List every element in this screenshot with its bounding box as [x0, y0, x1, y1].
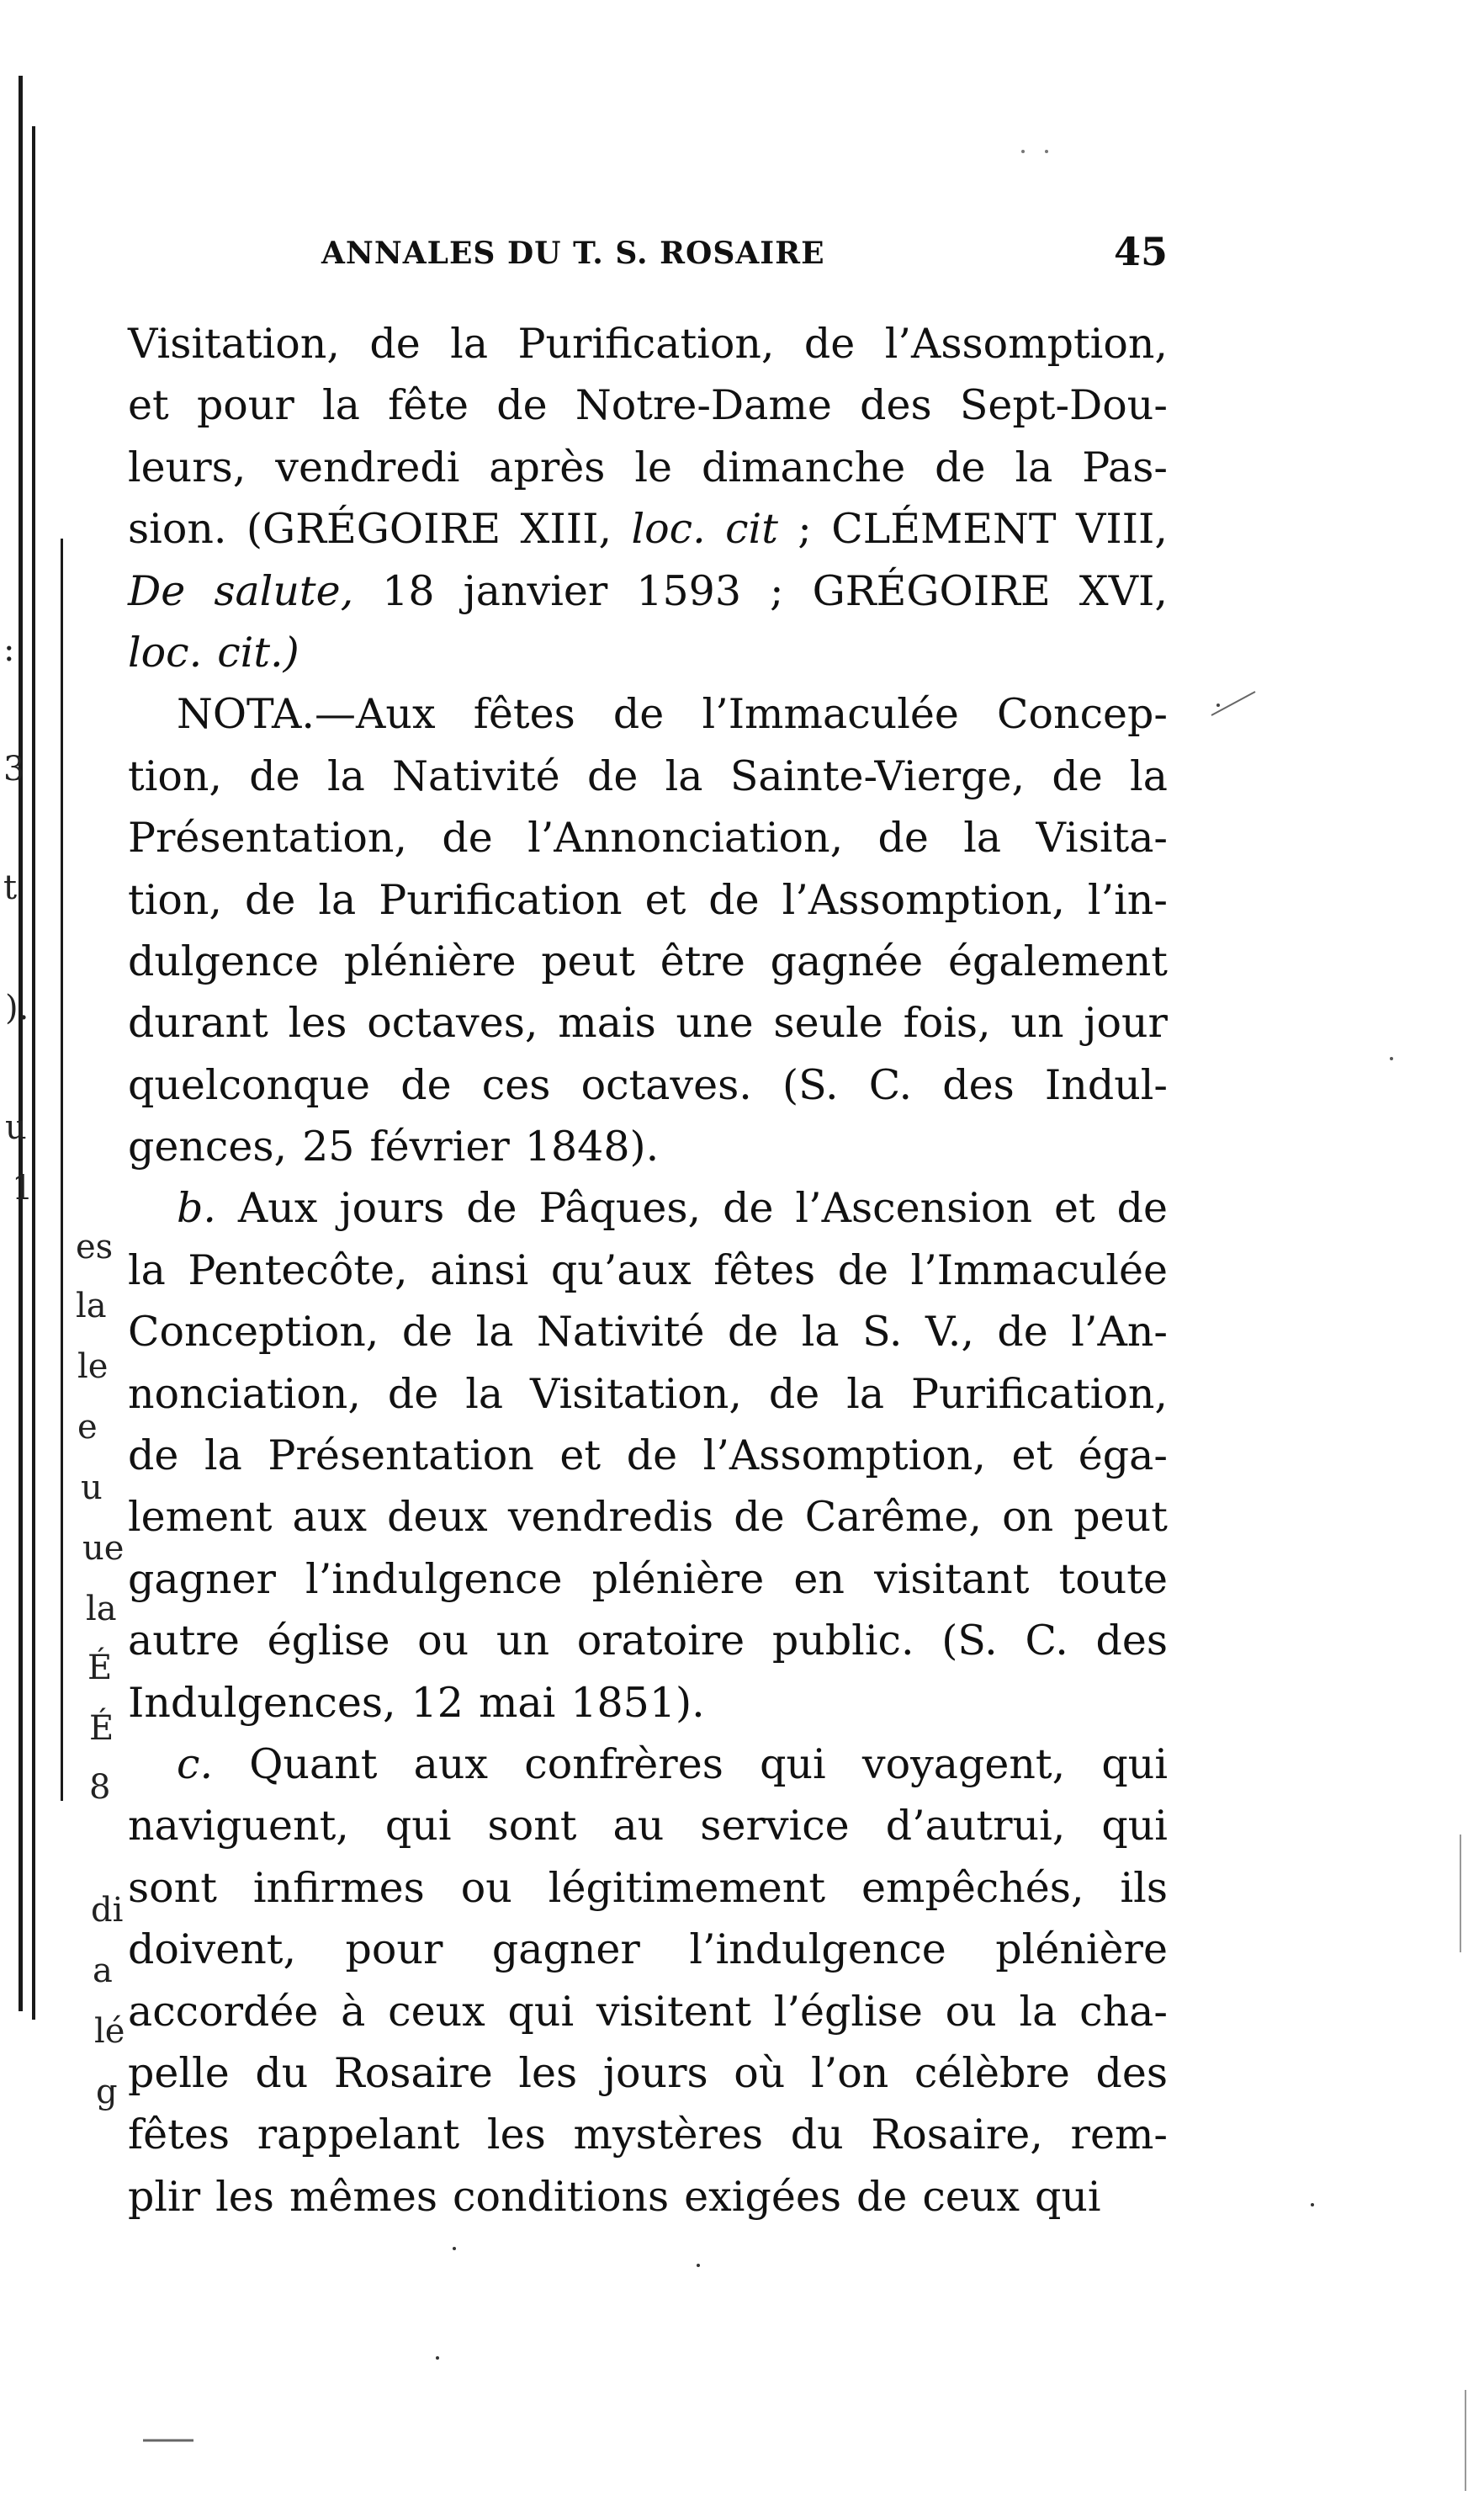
- word: la: [204, 1431, 242, 1480]
- word: la: [1019, 1987, 1057, 2036]
- word: jour: [1084, 999, 1168, 1048]
- word: du: [790, 2111, 844, 2159]
- word: Nativité: [536, 1308, 705, 1357]
- word: qui: [507, 1987, 575, 2036]
- gutter-fragment: 3: [3, 750, 25, 789]
- word: vendredi: [275, 443, 460, 491]
- word: VIII,: [1075, 505, 1168, 554]
- word: qui: [760, 1739, 826, 1788]
- running-head: ANNALES DU T. S. ROSAIRE: [321, 236, 825, 271]
- word: l’Ascension: [795, 1184, 1033, 1233]
- word: l’Annonciation,: [527, 814, 844, 863]
- word: de: [768, 1369, 820, 1418]
- word: confrères: [524, 1739, 723, 1788]
- word: naviguent,: [128, 1802, 349, 1851]
- word: toute: [1058, 1554, 1168, 1603]
- word: de: [727, 1308, 779, 1357]
- gutter-fragment: a: [93, 1951, 113, 1990]
- text-line: [128, 1054, 1168, 1116]
- word: et: [644, 875, 686, 924]
- speck: [1216, 704, 1220, 707]
- word: pour: [345, 1925, 443, 1974]
- binding-line-left: [19, 76, 23, 2011]
- word: un: [496, 1617, 550, 1665]
- gutter-fragment: es: [76, 1228, 114, 1266]
- word: jours: [339, 1184, 445, 1233]
- word: mystères: [573, 2111, 764, 2159]
- text-line: [128, 992, 1168, 1054]
- word: b.: [177, 1184, 216, 1233]
- word: octaves.: [580, 1060, 752, 1109]
- word: De: [128, 566, 186, 615]
- word: à: [341, 1987, 366, 2036]
- word: V.,: [925, 1308, 974, 1357]
- word: loc.: [128, 628, 203, 677]
- word: qui: [1101, 1802, 1168, 1851]
- gutter-fragment: la: [86, 1590, 117, 1628]
- gutter-fragment: 8: [89, 1768, 111, 1807]
- word: de: [856, 2172, 908, 2221]
- word: 1851).: [570, 1678, 705, 1727]
- word: mais: [558, 999, 656, 1048]
- word: fête: [388, 381, 469, 430]
- word: Présentation,: [128, 814, 407, 863]
- word: de: [1052, 751, 1103, 800]
- word: Pâques,: [538, 1184, 702, 1233]
- speck: [436, 2356, 439, 2360]
- word: 1593: [636, 566, 742, 615]
- speck: [1390, 1057, 1393, 1060]
- word: les: [486, 2111, 546, 2159]
- word: et: [1011, 1431, 1053, 1480]
- word: Carême,: [804, 1493, 982, 1542]
- word: oratoire: [576, 1617, 745, 1665]
- gutter-fragment: u: [81, 1468, 103, 1507]
- word: tion,: [128, 751, 222, 800]
- gutter-fragment: É: [89, 1709, 114, 1748]
- word: sont: [487, 1802, 577, 1851]
- text-line: [128, 560, 1168, 622]
- word: après: [489, 443, 606, 491]
- text-line: [128, 931, 1168, 992]
- word: un: [1010, 999, 1064, 1048]
- word: l’indulgence: [689, 1925, 946, 1974]
- word: Aux: [237, 1184, 318, 1233]
- word: février: [369, 1123, 510, 1171]
- binding-line-inner: [61, 539, 63, 1801]
- word: c.: [177, 1739, 214, 1788]
- word: dimanche: [701, 443, 906, 491]
- word: une: [676, 999, 754, 1048]
- word: 1848).: [524, 1123, 660, 1171]
- word: rem-: [1070, 2111, 1168, 2159]
- word: de: [723, 1184, 774, 1233]
- gutter-fragment: le: [77, 1347, 109, 1386]
- word: la: [128, 1245, 166, 1294]
- word: qui: [384, 1802, 452, 1851]
- word: quelconque: [128, 1060, 371, 1109]
- gutter-fragment: g: [96, 2073, 118, 2111]
- text-line: [128, 1548, 1168, 1610]
- word: Sept-Dou-: [959, 381, 1168, 430]
- word: l’Immaculée: [702, 690, 959, 739]
- word: Sainte-Vierge,: [729, 751, 1026, 800]
- speck: [1021, 150, 1025, 153]
- gutter-fragment: di: [91, 1891, 124, 1930]
- word: Purification,: [911, 1369, 1168, 1418]
- word: les: [288, 999, 347, 1048]
- word: l’église: [773, 1987, 923, 2036]
- text-line: [128, 1486, 1168, 1548]
- word: loc.: [631, 505, 706, 554]
- word: également: [947, 937, 1168, 985]
- word: exigées: [684, 2172, 841, 2221]
- speck: [1211, 692, 1255, 715]
- word: GRÉGOIRE: [812, 566, 1051, 615]
- word: (GRÉGOIRE: [246, 505, 501, 554]
- text-line: [128, 498, 1168, 560]
- word: qui: [1034, 2172, 1101, 2221]
- word: ou: [417, 1617, 469, 1665]
- word: où: [734, 2048, 786, 2097]
- text-line: [128, 374, 1168, 436]
- word: et: [1053, 1184, 1095, 1233]
- word: l’Immaculée: [910, 1245, 1168, 1294]
- word: XIII,: [520, 505, 612, 554]
- text-line: [128, 1240, 1168, 1301]
- word: et: [128, 381, 169, 430]
- word: de: [496, 381, 548, 430]
- word: on: [1002, 1493, 1054, 1542]
- word: de: [803, 320, 856, 368]
- word: plénière: [343, 937, 517, 985]
- body-text: [128, 313, 1168, 2228]
- word: autre: [128, 1617, 240, 1665]
- word: la: [318, 875, 357, 924]
- gutter-fragment: u: [5, 1108, 27, 1147]
- word: Visitation,: [530, 1369, 742, 1418]
- word: ;: [798, 505, 812, 554]
- word: de: [626, 1431, 678, 1480]
- word: de: [877, 814, 929, 863]
- word: S.: [862, 1308, 903, 1357]
- word: conditions: [453, 2172, 670, 2221]
- text-line: [128, 807, 1168, 868]
- word: gagnée: [770, 937, 924, 985]
- word: l’Assomption,: [782, 875, 1065, 924]
- word: l’indulgence: [305, 1554, 563, 1603]
- word: Notre-Dame: [575, 381, 832, 430]
- word: de: [734, 1493, 785, 1542]
- word: rappelant: [257, 2111, 460, 2159]
- word: des: [942, 1060, 1015, 1109]
- word: plénière: [995, 1925, 1168, 1974]
- word: l’in-: [1087, 875, 1168, 924]
- text-line: [128, 746, 1168, 807]
- text-line: [128, 622, 1168, 683]
- word: ou: [945, 1987, 997, 2036]
- gutter-fragment: la: [76, 1287, 107, 1325]
- gutter-fragment: t: [3, 868, 18, 907]
- word: de: [466, 1184, 517, 1233]
- binding-line-right: [32, 126, 35, 2020]
- word: être: [660, 937, 745, 985]
- word: seule: [773, 999, 883, 1048]
- word: l’Assomption,: [702, 1431, 986, 1480]
- word: (S.: [941, 1617, 998, 1665]
- word: mai: [478, 1678, 556, 1727]
- word: lement: [128, 1493, 273, 1542]
- word: la: [475, 1308, 514, 1357]
- word: de: [400, 1060, 452, 1109]
- gutter-fragment: e: [77, 1408, 98, 1447]
- word: C.: [1025, 1617, 1068, 1665]
- text-line: [128, 1734, 1168, 1795]
- text-line: [128, 1177, 1168, 1239]
- text-line: [128, 1795, 1168, 1856]
- word: visitent: [596, 1987, 752, 2036]
- word: de: [586, 751, 639, 800]
- word: peut: [541, 937, 635, 985]
- text-line: [128, 1301, 1168, 1362]
- word: de: [387, 1369, 439, 1418]
- gutter-fragment: :: [3, 630, 15, 669]
- text-line: [128, 313, 1168, 374]
- word: (S.: [782, 1060, 839, 1109]
- word: Indul-: [1044, 1060, 1168, 1109]
- word: sont: [128, 1863, 217, 1912]
- word: doivent,: [128, 1925, 297, 1974]
- word: Quant: [249, 1739, 378, 1788]
- word: ceux: [922, 2172, 1020, 2221]
- word: la: [963, 814, 1002, 863]
- speck: [697, 2264, 700, 2267]
- word: CLÉMENT: [831, 505, 1057, 554]
- word: de: [837, 1245, 889, 1294]
- speck: [1045, 150, 1048, 153]
- text-line: [128, 683, 1168, 745]
- word: jours: [602, 2048, 708, 2097]
- word: cit: [725, 505, 778, 554]
- word: fêtes: [473, 690, 575, 739]
- word: peut: [1073, 1493, 1168, 1542]
- word: plénière: [591, 1554, 765, 1603]
- word: du: [255, 2048, 309, 2097]
- word: gagner: [128, 1554, 276, 1603]
- word: cha-: [1079, 1987, 1168, 2036]
- word: vendredis: [507, 1493, 714, 1542]
- word: Nativité: [392, 751, 560, 800]
- word: la: [326, 751, 365, 800]
- word: deux: [387, 1493, 488, 1542]
- word: de: [442, 814, 493, 863]
- word: ils: [1120, 1863, 1168, 1912]
- word: fêtes: [128, 2111, 230, 2159]
- word: gences,: [128, 1123, 288, 1171]
- text-line: [128, 1610, 1168, 1671]
- word: de: [708, 875, 760, 924]
- word: tion,: [128, 875, 222, 924]
- text-line: [128, 1116, 1168, 1177]
- text-line: [128, 1425, 1168, 1486]
- word: la: [465, 1369, 504, 1418]
- word: cit.): [217, 628, 299, 677]
- word: des: [860, 381, 932, 430]
- gutter-fragment: É: [87, 1649, 113, 1687]
- word: plir: [128, 2172, 201, 2221]
- word: pelle: [128, 2048, 230, 2097]
- word: la: [322, 381, 360, 430]
- word: Pentecôte,: [188, 1245, 408, 1294]
- word: empêchés,: [861, 1863, 1084, 1912]
- word: la: [801, 1308, 840, 1357]
- word: accordée: [128, 1987, 319, 2036]
- word: la: [665, 751, 703, 800]
- word: de: [401, 1308, 453, 1357]
- word: XVI,: [1079, 566, 1168, 615]
- gutter-fragment: ue: [82, 1529, 125, 1568]
- word: Visita-: [1036, 814, 1168, 863]
- word: fois,: [903, 999, 991, 1048]
- word: ceux: [388, 1987, 485, 2036]
- speck: [453, 2247, 456, 2250]
- word: Visitation,: [128, 320, 340, 368]
- word: Purification,: [517, 320, 775, 368]
- word: qu’aux: [550, 1245, 692, 1294]
- word: durant: [128, 999, 268, 1048]
- word: service: [700, 1802, 850, 1851]
- word: infirmes: [252, 1863, 425, 1912]
- text-line: [128, 1363, 1168, 1425]
- text-line: [128, 2042, 1168, 2104]
- word: Présentation: [268, 1431, 534, 1480]
- word: et: [559, 1431, 602, 1480]
- word: les: [215, 2172, 274, 2221]
- word: visitant: [874, 1554, 1030, 1603]
- text-line: [128, 1981, 1168, 2042]
- word: 12: [411, 1678, 464, 1727]
- word: le: [634, 443, 673, 491]
- word: NOTA.—Aux: [177, 690, 436, 739]
- word: ces: [481, 1060, 551, 1109]
- text-line: [128, 1857, 1168, 1919]
- word: Rosaire: [333, 2048, 493, 2097]
- word: église: [267, 1617, 390, 1665]
- word: éga-: [1078, 1431, 1168, 1480]
- word: de: [128, 1431, 179, 1480]
- word: voyagent,: [861, 1739, 1066, 1788]
- word: Concep-: [997, 690, 1168, 739]
- word: de: [612, 690, 665, 739]
- word: légitimement: [548, 1863, 826, 1912]
- word: ;: [770, 566, 784, 615]
- word: d’autrui,: [885, 1802, 1066, 1851]
- text-line: [128, 1672, 1168, 1734]
- word: la: [846, 1369, 885, 1418]
- word: ainsi: [430, 1245, 529, 1294]
- word: aux: [413, 1739, 489, 1788]
- word: leurs,: [128, 443, 246, 491]
- word: l’on: [810, 2048, 889, 2097]
- word: des: [1095, 1617, 1168, 1665]
- word: les: [518, 2048, 578, 2097]
- word: l’An-: [1071, 1308, 1168, 1357]
- word: Indulgences,: [128, 1678, 396, 1727]
- gutter-fragment: lé: [94, 2012, 125, 2051]
- word: au: [612, 1802, 665, 1851]
- word: public.: [771, 1617, 914, 1665]
- text-line: [128, 437, 1168, 498]
- word: de: [1116, 1184, 1168, 1233]
- word: Pas-: [1082, 443, 1168, 491]
- word: pour: [196, 381, 294, 430]
- word: Purification: [379, 875, 623, 924]
- word: dulgence: [128, 937, 319, 985]
- word: Conception,: [128, 1308, 379, 1357]
- text-line: [128, 2104, 1168, 2165]
- word: la: [1130, 751, 1168, 800]
- word: salute,: [214, 566, 354, 615]
- word: des: [1095, 2048, 1168, 2097]
- word: la: [1015, 443, 1053, 491]
- page-number: 45: [1113, 229, 1168, 274]
- word: sion.: [128, 505, 227, 554]
- word: ou: [460, 1863, 512, 1912]
- word: janvier: [463, 566, 608, 615]
- text-line: [128, 2166, 1168, 2228]
- word: la: [450, 320, 489, 368]
- word: Rosaire,: [871, 2111, 1043, 2159]
- word: 18: [382, 566, 435, 615]
- word: C.: [868, 1060, 913, 1109]
- word: de: [249, 751, 300, 800]
- word: aux: [292, 1493, 367, 1542]
- word: qui: [1101, 1739, 1168, 1788]
- word: de: [244, 875, 296, 924]
- word: de: [369, 320, 421, 368]
- word: fêtes: [713, 1245, 816, 1294]
- word: 25: [302, 1123, 355, 1171]
- word: octaves,: [367, 999, 538, 1048]
- text-line: [128, 869, 1168, 931]
- word: de: [997, 1308, 1048, 1357]
- word: de: [935, 443, 986, 491]
- page-header: [321, 229, 1168, 279]
- word: gagner: [491, 1925, 640, 1974]
- word: célèbre: [914, 2048, 1070, 2097]
- gutter-fragment: 1: [12, 1169, 34, 1208]
- word: nonciation,: [128, 1369, 361, 1418]
- word: l’Assomption,: [884, 320, 1168, 368]
- text-line: [128, 1919, 1168, 1980]
- gutter-fragment: ).: [5, 989, 29, 1027]
- speck: [1311, 2203, 1314, 2206]
- word: en: [793, 1554, 845, 1603]
- word: mêmes: [289, 2172, 438, 2221]
